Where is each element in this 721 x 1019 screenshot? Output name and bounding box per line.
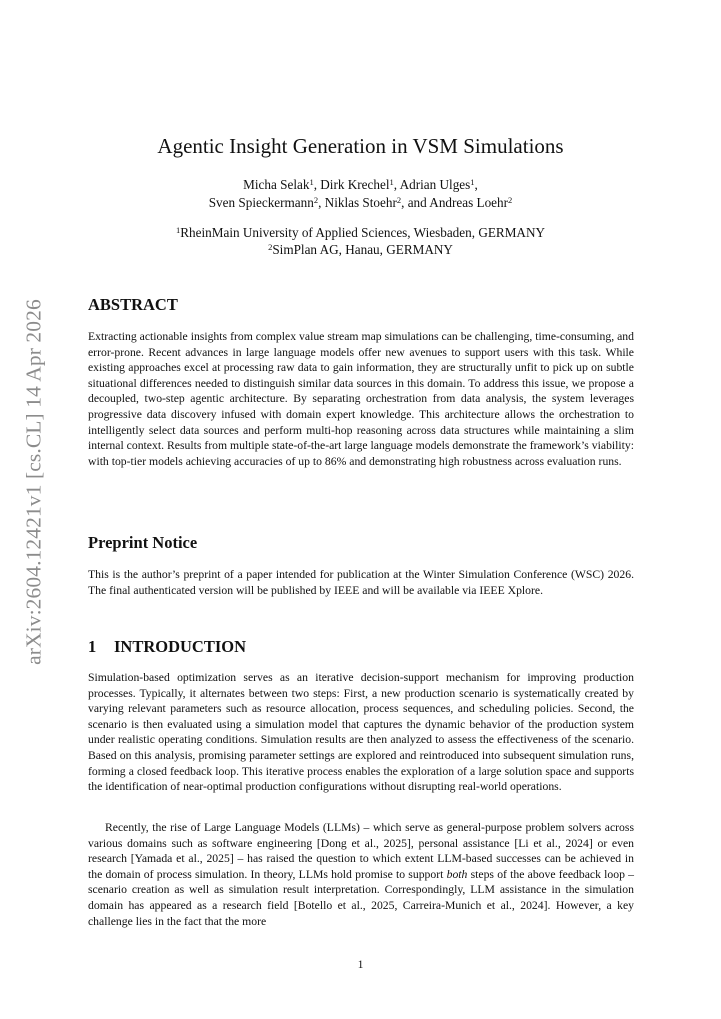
affiliation-name: SimPlan AG, Hanau, GERMANY [272, 242, 453, 257]
author-name: Andreas Loehr [429, 195, 509, 210]
affiliation-list [0, 224, 721, 258]
affiliation-name: RheinMain University of Applied Sciences, Wiesbaden, GERMANY [180, 225, 545, 240]
author-name: Adrian Ulges [399, 177, 471, 192]
affiliation-number: 2 [268, 242, 273, 252]
affiliation-marker: 2 [313, 195, 319, 205]
paragraph-text: Recently, the rise of Large Language Models (LLMs) – which serve as general-purpose problem solvers across various domains such as software engineering [Dong et al., 2025], personal assistance [Li et al., 2024] or even research [Yamada et al., 2025] – has raised the question to which extent LLM-based successes can be achieved in the domain of process simulation. In theory, LLMs hold promise to support [88, 821, 634, 881]
affiliation-marker: 2 [396, 195, 402, 205]
section-number: 1 [88, 637, 97, 656]
emphasized-text: both [446, 867, 468, 881]
author-separator: , and [401, 195, 430, 210]
author-separator: , [318, 195, 325, 210]
affiliation-number: 1 [175, 225, 181, 235]
author-separator: , [474, 177, 478, 192]
affiliation-marker: 1 [389, 177, 394, 187]
introduction-paragraph-2 [88, 820, 634, 929]
author-line-2 [0, 194, 721, 212]
section-title: INTRODUCTION [114, 637, 247, 656]
affiliation-marker: 1 [309, 177, 314, 187]
author-line-1 [0, 176, 721, 194]
author-separator: , [393, 177, 400, 192]
author-name: Dirk Krechel [320, 177, 390, 192]
arxiv-sidebar [6, 296, 62, 668]
author-name: Niklas Stoehr [324, 195, 397, 210]
affiliation-marker: 1 [470, 177, 475, 187]
page-number: 1 [357, 958, 364, 971]
paragraph-text: steps of the above feedback loop – scenario creation as well as simulation result interpretation. Correspondingly, LLM assistance in the simulation domain has appeared as a research field [Botello et al., 2025, Carreira-Munich et al., 2024]. However, a key challenge lies in the fact that the more [88, 867, 635, 928]
author-list [0, 176, 721, 212]
introduction-paragraph-1: Simulation-based optimization serves as an iterative decision-support mechanism for improving production processes. Typically, it alternates between two steps: First, a new production scenario is systematically created by varying relevant parameters such as resource allocation, process sequences, and scheduling policies. Second, the scenario is then evaluated using a simulation model that captures the dynamic behavior of the production system under realistic operating conditions. Simulation results are then analyzed to assess the effectiveness of the scenario. Based on this analysis, promising parameter settings are explored and reintroduced into subsequent simulation runs, forming a closed feedback loop. This iterative process enables the exploration of a large solution space and supports the identification of near-optimal production configurations without disrupting real-world operations. [88, 671, 634, 794]
affiliation-line [0, 241, 721, 258]
affiliation-line [0, 224, 721, 241]
abstract-text: Extracting actionable insights from complex value stream map simulations can be challenging, time-consuming, and error-prone. Recent advances in large language models offer new avenues to support users with this task. While existing approaches excel at processing raw data to gain information, they are structurally unfit to pick up on subtle situational differences needed to distinguish similar data sources in this domain. To address this issue, we propose a decoupled, two-step agentic architecture. By separating orchestration from data analysis, the system leverages progressive data discovery infused with domain expert knowledge. This architecture allows the orchestration to intelligently select data sources and perform multi-hop reasoning across data structures while maintaining a slim internal context. Results from multiple state-of-the-art large language models demonstrate the framework’s viability: with top-tier models achieving accuracies of up to 86% and demonstrating high robustness across evaluation runs. [88, 330, 634, 468]
paper-title: Agentic Insight Generation in VSM Simulations [157, 134, 564, 158]
preprint-heading: Preprint Notice [88, 533, 198, 552]
introduction-heading [88, 637, 246, 657]
affiliation-marker: 2 [508, 195, 513, 205]
author-name: Micha Selak [243, 177, 310, 192]
arxiv-identifier: arXiv:2604.12421v1 [cs.CL] 14 Apr 2026 [21, 299, 46, 665]
author-name: Sven Spieckermann [208, 195, 314, 210]
abstract-heading: ABSTRACT [88, 295, 178, 314]
author-separator: , [313, 177, 321, 192]
preprint-text: This is the author’s preprint of a paper intended for publication at the Winter Simulation Conference (WSC) 2026. The final authenticated version will be published by IEEE and will be available via IEEE Xplore. [88, 568, 634, 597]
